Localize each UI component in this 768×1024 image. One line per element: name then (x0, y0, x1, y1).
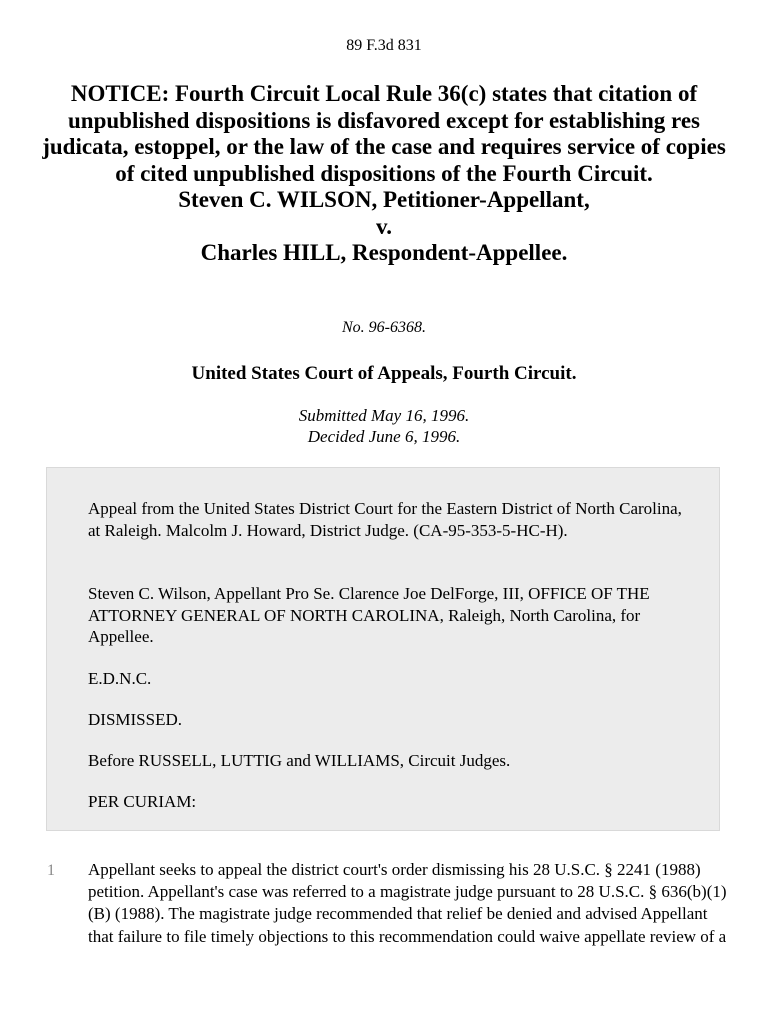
case-citation: 89 F.3d 831 (346, 37, 422, 54)
docket-number: No. 96-6368. (342, 319, 426, 336)
decided-date: Decided June 6, 1996. (307, 427, 461, 446)
paragraph-number: 1 (47, 862, 55, 879)
counsel-text: Steven C. Wilson, Appellant Pro Se. Clarence Joe DelForge, III, OFFICE OF THE ATTORNEY GENERAL OF NORTH CAROLINA, Raleigh, North Carolina, for Appellee. (88, 584, 650, 646)
notice-text: NOTICE: Fourth Circuit Local Rule 36(c) states that citation of unpublished dispositions is disfavored except for establishing res judicata, estoppel, or the law of the case and requires service of copies of cited unpublished dispositions of the Fourth Circuit. (42, 81, 726, 186)
case-title (30, 81, 738, 267)
panel-text: Before RUSSELL, LUTTIG and WILLIAMS, Circuit Judges. (88, 751, 511, 770)
respondent-name: Charles HILL, Respondent-Appellee. (200, 240, 568, 265)
versus-text: v. (376, 213, 392, 239)
submitted-date: Submitted May 16, 1996. (298, 406, 470, 425)
appeal-from-text: Appeal from the United States District Court for the Eastern District of North Carolina, at Raleigh. Malcolm J. Howard, District Judge. (CA-95-353-5-HC-H). (88, 499, 682, 540)
court-abbreviation: E.D.N.C. (88, 669, 152, 688)
opinion-paragraph: Appellant seeks to appeal the district court's order dismissing his 28 U.S.C. § 2241 (1988) petition. Appellant's case was referred to a magistrate judge pursuant to 28 U.S.C. § 636(b)(1)(B) (1988). The magistrate judge recommended that relief be denied and advised Appellant that failure to file timely objections to this recommendation could waive appellate review of a (88, 860, 727, 946)
court-name: United States Court of Appeals, Fourth Circuit. (191, 363, 577, 384)
case-summary-box (46, 467, 720, 831)
disposition-text: DISMISSED. (88, 710, 182, 729)
petitioner-name: Steven C. WILSON, Petitioner-Appellant, (178, 187, 590, 212)
per-curiam-label: PER CURIAM: (88, 792, 197, 811)
case-dates (0, 405, 768, 447)
